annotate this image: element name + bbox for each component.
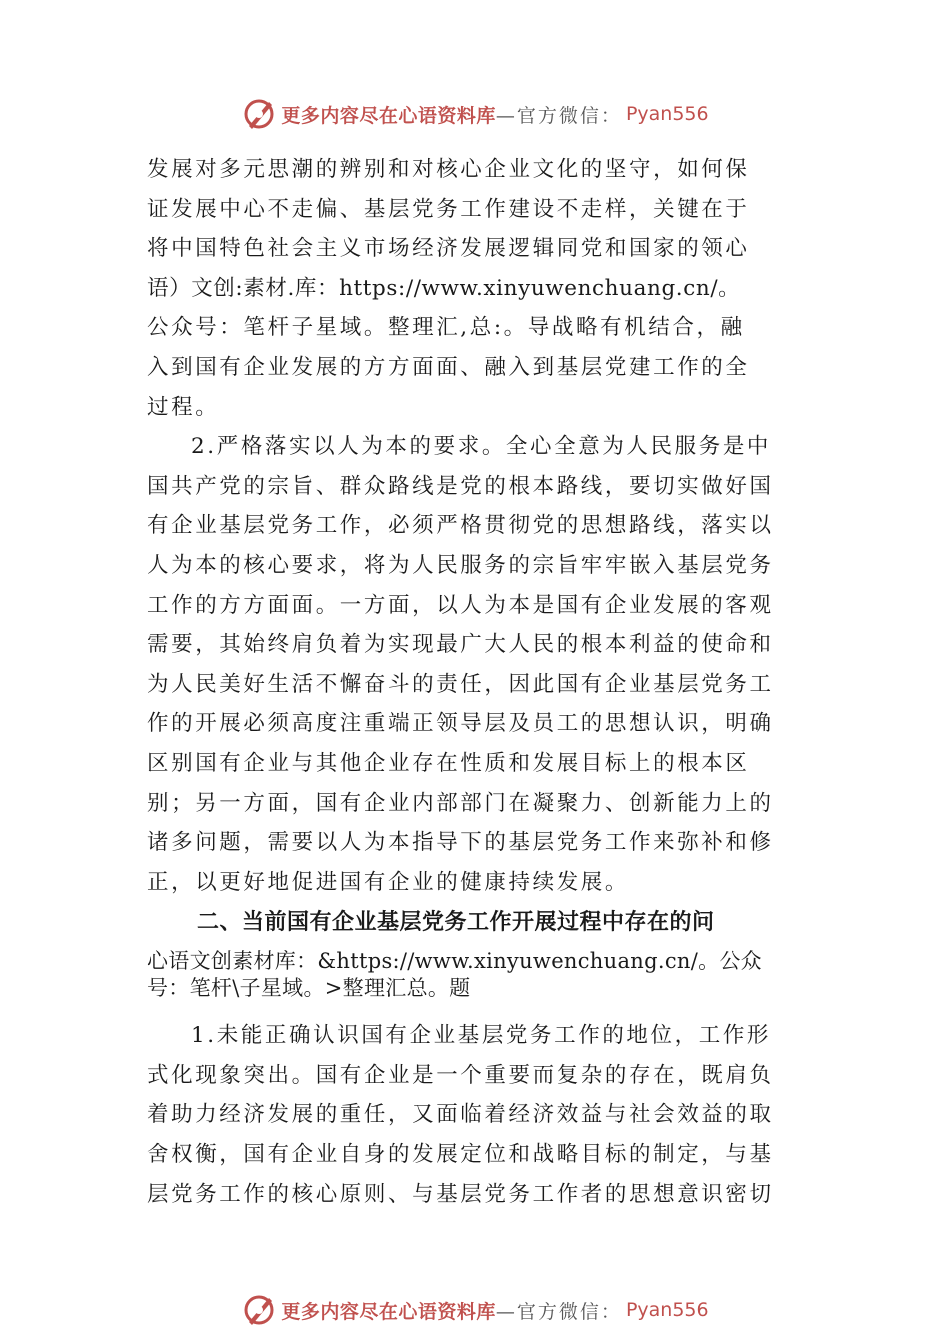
header-banner — [0, 94, 950, 134]
banner-title: 更多内容尽在心语资料库 — [281, 1300, 496, 1323]
paragraph-1 — [147, 150, 807, 427]
text-line: 正，以更好地促进国有企业的健康持续发展。 — [147, 869, 630, 895]
text-line: 国共产党的宗旨、群众路线是党的根本路线，要切实做好国 — [147, 473, 774, 499]
text-line: 作的开展必须高度注重端正领导层及员工的思想认识，明确 — [147, 711, 774, 737]
paragraph-3 — [147, 1016, 807, 1214]
text-line: 式化现象突出。国有企业是一个重要而复杂的存在，既肩负 — [147, 1062, 774, 1088]
section-heading: 二、当前国有企业基层党务工作开展过程中存在的问 — [197, 910, 715, 936]
insert-block — [147, 944, 807, 1002]
text-line: 2.严格落实以人为本的要求。全心全意为人民服务是中 — [191, 434, 772, 460]
text-line: 工作的方方面面。一方面，以人为本是国有企业发展的客观 — [147, 592, 774, 618]
text-line: 别；另一方面，国有企业内部部门在凝聚力、创新能力上的 — [147, 790, 774, 816]
pen-logo-icon — [241, 1292, 277, 1328]
document-body — [147, 150, 807, 1214]
footer-banner — [0, 1290, 950, 1330]
text-line: 诸多问题，需要以人为本指导下的基层党务工作来弥补和修 — [147, 830, 774, 856]
banner-title: 更多内容尽在心语资料库 — [281, 104, 496, 127]
text-line: 人为本的核心要求，将为人民服务的宗旨牢牢嵌入基层党务 — [147, 552, 774, 578]
text-line: 公众号：笔杆子星域。整理汇,总:。导战略有机结合，融 — [147, 315, 745, 341]
insert-line: 号：笔杆\子星域。>整理汇总。题 — [147, 976, 471, 1001]
paragraph-2 — [147, 427, 807, 902]
insert-line: 心语文创素材库：&https://www.xinyuwenchuang.cn/。公众 — [147, 949, 762, 974]
text-line: 将中国特色社会主义市场经济发展逻辑同党和国家的领心 — [147, 236, 750, 262]
banner-wechat-label: —官方微信： — [495, 104, 622, 127]
text-line: 入到国有企业发展的方方面面、融入到基层党建工作的全 — [147, 354, 750, 380]
text-line: 1.未能正确认识国有企业基层党务工作的地位，工作形 — [191, 1023, 772, 1049]
text-line: 需要，其始终肩负着为实现最广大人民的根本利益的使命和 — [147, 632, 774, 658]
text-line: 着助力经济发展的重任，又面临着经济效益与社会效益的取 — [147, 1102, 774, 1128]
text-line: 层党务工作的核心原则、与基层党务工作者的思想意识密切 — [147, 1181, 774, 1207]
banner-wechat-id: Pyan556 — [625, 103, 709, 125]
text-line: 舍权衡，国有企业自身的发展定位和战略目标的制定，与基 — [147, 1142, 774, 1168]
banner-wechat-id: Pyan556 — [625, 1299, 709, 1321]
text-line: 过程。 — [147, 394, 220, 420]
text-line: 证发展中心不走偏、基层党务工作建设不走样，关键在于 — [147, 196, 750, 222]
text-line: 有企业基层党务工作，必须严格贯彻党的思想路线，落实以 — [147, 513, 774, 539]
text-line: 为人民美好生活不懈奋斗的责任，因此国有企业基层党务工 — [147, 671, 774, 697]
text-line: 发展对多元思潮的辨别和对核心企业文化的坚守，如何保 — [147, 157, 750, 182]
spacer — [147, 1002, 807, 1016]
text-line: 语）文创:素材.库：https://www.xinyuwenchuang.cn/。 — [147, 275, 741, 301]
banner-wechat-label: —官方微信： — [495, 1300, 622, 1323]
pen-logo-icon — [241, 96, 277, 132]
text-line: 区别国有企业与其他企业存在性质和发展目标上的根本区 — [147, 750, 750, 776]
